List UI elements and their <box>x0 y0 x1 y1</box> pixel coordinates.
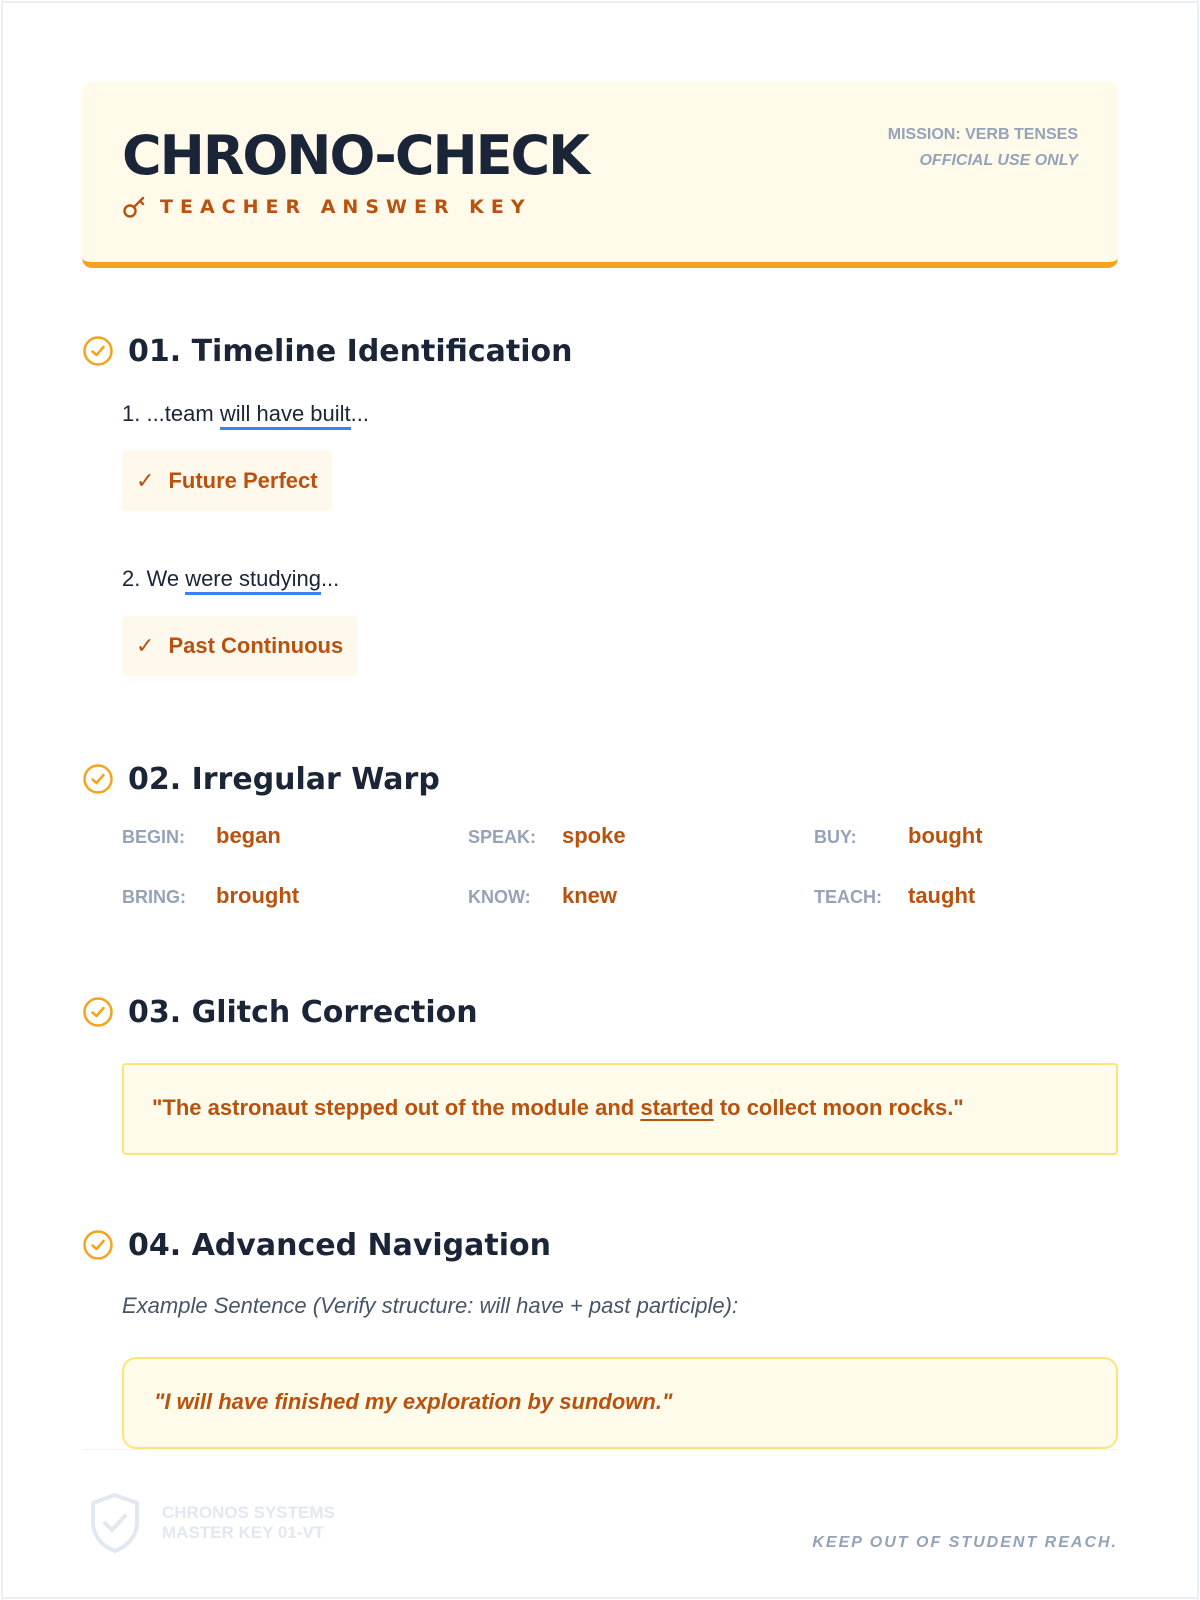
section-title: 03. Glitch Correction <box>128 994 478 1030</box>
check-circle-icon <box>82 335 114 367</box>
key-icon <box>122 194 148 220</box>
verb-past: spoke <box>562 823 626 848</box>
section-title: 01. Timeline Identification <box>128 333 573 369</box>
verb-base: SPEAK: <box>468 827 537 847</box>
verb-pair <box>122 883 299 909</box>
corrected-verb: started <box>640 1095 714 1120</box>
section-header <box>82 1225 1118 1265</box>
shield-check-icon <box>88 1492 142 1554</box>
verb-base: BUY: <box>814 827 857 847</box>
section-glitch-correction <box>82 992 1118 1162</box>
footer-brand <box>162 1503 335 1543</box>
question-text: 1. ...team <box>122 401 220 426</box>
sentence-end: to collect moon rocks." <box>713 1095 964 1120</box>
check-circle-icon <box>82 763 114 795</box>
highlighted-verb: were studying <box>185 566 321 595</box>
question-1 <box>122 401 369 427</box>
verb-pair <box>468 883 617 909</box>
section-title: 04. Advanced Navigation <box>128 1227 551 1263</box>
verb-pair <box>814 883 975 909</box>
brand-line-2: MASTER KEY 01-VT <box>162 1523 325 1542</box>
verb-pair <box>122 823 281 849</box>
verb-pair <box>814 823 983 849</box>
subtitle-row <box>122 194 532 220</box>
corrected-sentence-box <box>122 1063 1118 1155</box>
check-circle-icon <box>82 996 114 1028</box>
verb-base: BEGIN: <box>122 827 185 847</box>
answer-chip <box>122 451 332 511</box>
instruction-text: Example Sentence (Verify structure: will have + past participle): <box>122 1293 739 1318</box>
page-subtitle: TEACHER ANSWER KEY <box>160 196 532 218</box>
section-timeline-identification <box>82 331 1118 691</box>
section-title: 02. Irregular Warp <box>128 761 440 797</box>
section-advanced-navigation <box>82 1225 1118 1450</box>
checkmark-icon: ✓ <box>136 468 155 493</box>
answer-chip <box>122 616 357 676</box>
verb-pair <box>468 823 626 849</box>
page-title: CHRONO-CHECK <box>122 124 589 187</box>
question-text-end: ... <box>320 566 340 591</box>
verb-past: taught <box>908 883 976 908</box>
section-irregular-warp <box>82 759 1118 929</box>
corrected-sentence <box>152 1095 1088 1121</box>
verb-base: TEACH: <box>814 887 882 907</box>
header-banner <box>82 82 1118 268</box>
question-text: 2. We <box>122 566 186 591</box>
verb-past: began <box>216 823 281 848</box>
example-sentence-box <box>122 1357 1118 1449</box>
example-sentence: "I will have finished my exploration by sundown." <box>154 1389 673 1414</box>
check-circle-icon <box>82 1229 114 1261</box>
section-header <box>82 759 1118 799</box>
question-2 <box>122 566 339 592</box>
verb-past: bought <box>908 823 983 848</box>
verb-past: knew <box>562 883 618 908</box>
answer-text: Past Continuous <box>168 633 344 658</box>
question-text-end: ... <box>350 401 370 426</box>
brand-line-1: CHRONOS SYSTEMS <box>162 1503 335 1522</box>
verb-base: KNOW: <box>468 887 531 907</box>
official-use-label: OFFICIAL USE ONLY <box>919 152 1078 169</box>
sentence-start: "The astronaut stepped out of the module and <box>152 1095 641 1120</box>
section-header <box>82 992 1118 1032</box>
answer-text: Future Perfect <box>168 468 318 493</box>
section-header <box>82 331 1118 371</box>
mission-label: MISSION: VERB TENSES <box>887 126 1078 143</box>
footer-divider <box>82 1449 1118 1450</box>
header-meta <box>888 122 1078 174</box>
footer-warning: KEEP OUT OF STUDENT REACH. <box>812 1534 1118 1551</box>
checkmark-icon: ✓ <box>136 633 155 658</box>
highlighted-verb: will have built <box>220 401 351 430</box>
verb-past: brought <box>216 883 300 908</box>
verb-base: BRING: <box>122 887 186 907</box>
